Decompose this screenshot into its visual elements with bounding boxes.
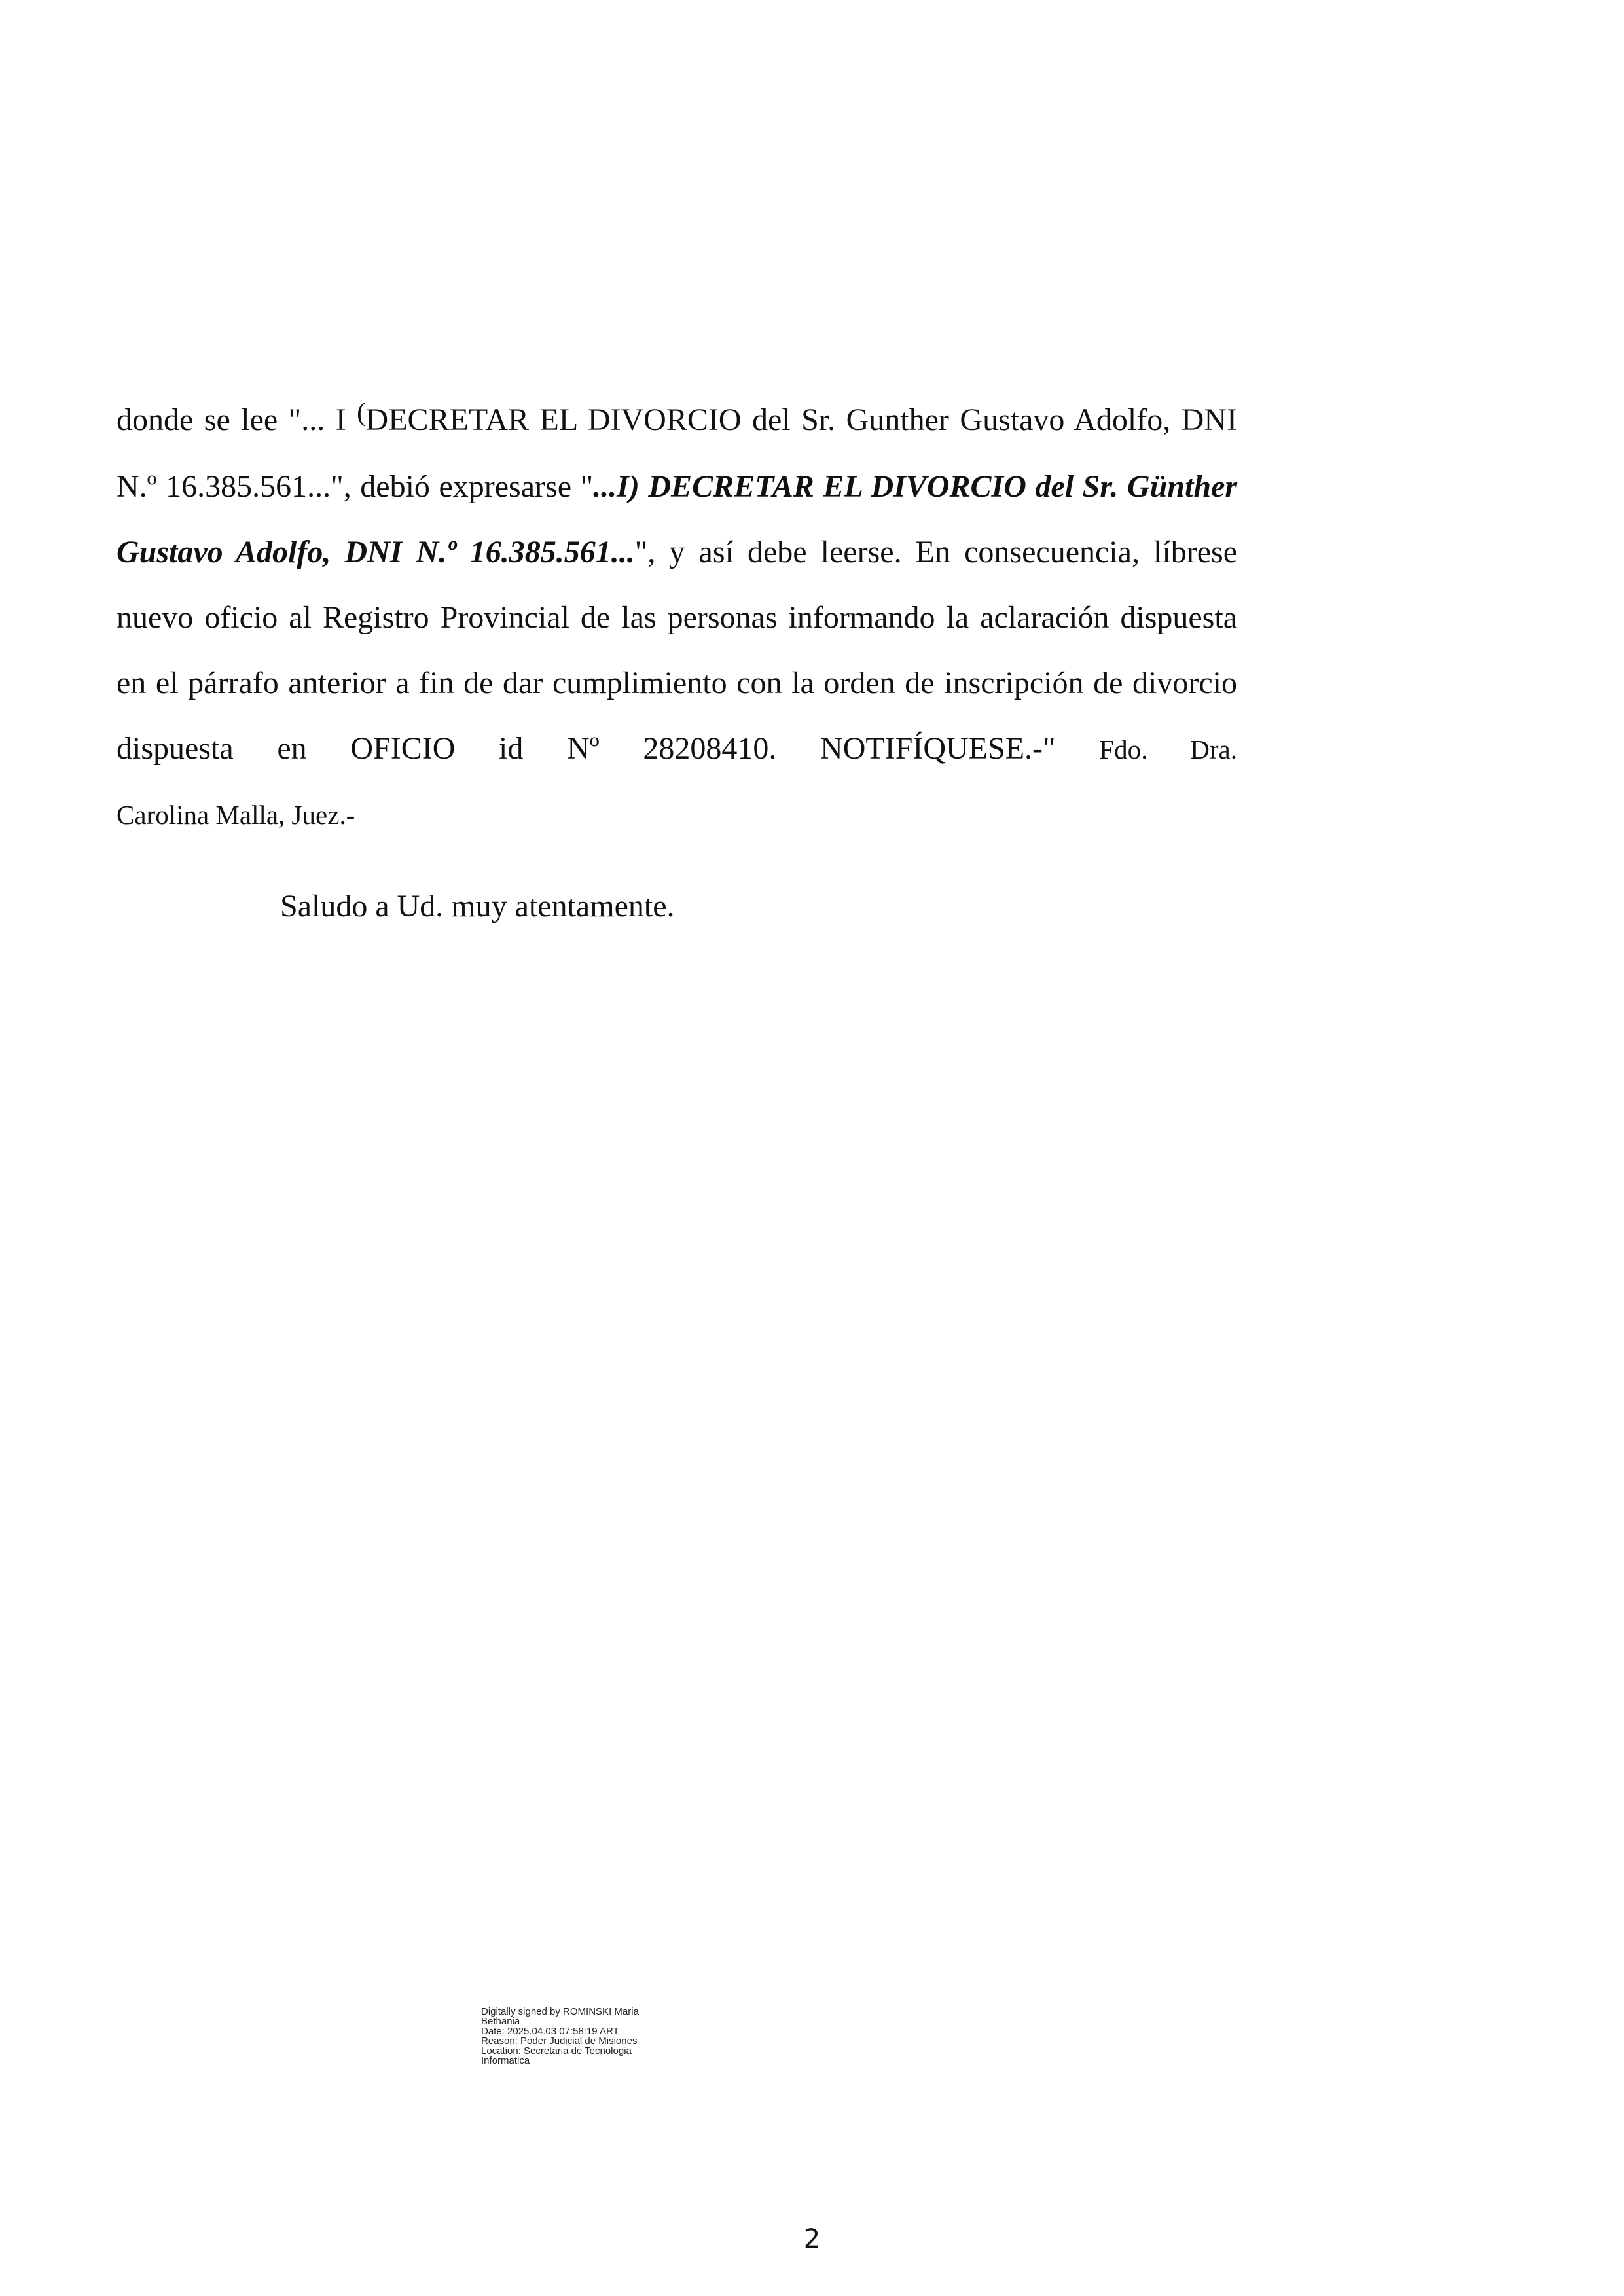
paragraph-text-1: donde se lee "... I	[117, 403, 357, 437]
judge-signature-line: Carolina Malla, Juez.-	[117, 800, 355, 830]
signature-line-3: Date: 2025.04.03 07:58:19 ART	[481, 2026, 619, 2037]
signature-line-1: Digitally signed by ROMINSKI Maria	[481, 2006, 639, 2017]
page-number: 2	[803, 2224, 821, 2254]
paragraph-paren-mark: (	[357, 397, 366, 427]
signature-line-2: Bethania	[481, 2016, 520, 2027]
body-paragraph	[117, 387, 1237, 848]
signed-by-prefix: Fdo. Dra.	[1099, 734, 1238, 764]
paragraph-text-2: DECRETAR EL DIVORCIO del Sr. Gunther Gustavo Adolfo, DNI N.º 16.385.561...", debió expresarse "	[117, 403, 1237, 504]
closing-salutation: Saludo a Ud. muy atentamente.	[280, 889, 675, 924]
digital-signature-block	[481, 2007, 717, 2066]
corrected-name-quote: ...I) DECRETAR EL DIVORCIO del Sr. Günther Gustavo Adolfo, DNI N.º 16.385.561...	[117, 469, 1238, 569]
signature-line-6: Informatica	[481, 2055, 530, 2066]
paragraph-text-3: ", y así debe leerse. En consecuencia, líbrese nuevo oficio al Registro Provincial de las personas informando la aclaración dispuesta en el párrafo anterior a fin de dar cumplimiento con la orden de inscripción de divorcio dispuesta en OFICIO id Nº 28208410. NOTIFÍQUESE.-"	[117, 535, 1238, 766]
signature-line-5: Location: Secretaria de Tecnologia	[481, 2045, 632, 2056]
signature-line-4: Reason: Poder Judicial de Misiones	[481, 2036, 638, 2047]
